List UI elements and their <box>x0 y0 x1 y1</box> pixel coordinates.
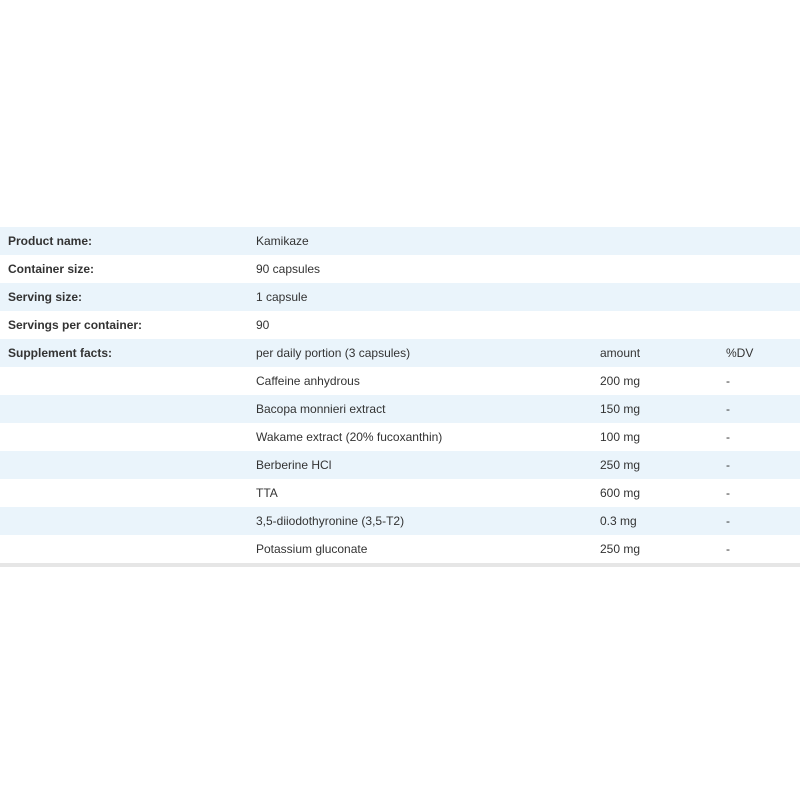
ingredient-name: TTA <box>256 486 278 500</box>
ingredient-name: Potassium gluconate <box>256 542 368 556</box>
daily-portion-header: per daily portion (3 capsules) <box>256 346 411 360</box>
ingredient-amount: 250 mg <box>600 458 641 472</box>
container-size-label: Container size: <box>8 262 95 276</box>
ingredient-dv: - <box>726 486 730 500</box>
ingredient-dv: - <box>726 542 730 556</box>
ingredient-row <box>0 423 800 451</box>
ingredient-amount: 200 mg <box>600 374 641 388</box>
serving-size-value: 1 capsule <box>256 290 308 304</box>
supplement-facts-table <box>0 227 800 567</box>
ingredient-row <box>0 507 800 535</box>
dv-header: %DV <box>726 346 754 360</box>
ingredient-row <box>0 479 800 507</box>
serving-size-label: Serving size: <box>8 290 83 304</box>
servings-per-container-value: 90 <box>256 318 270 332</box>
ingredient-amount: 250 mg <box>600 542 641 556</box>
ingredient-name: Bacopa monnieri extract <box>256 402 386 416</box>
ingredient-row <box>0 367 800 395</box>
servings-per-container-label: Servings per container: <box>8 318 143 332</box>
product-name-value: Kamikaze <box>256 234 309 248</box>
info-row-serving-size <box>0 283 800 311</box>
ingredient-name: Caffeine anhydrous <box>256 374 360 388</box>
supplement-facts-label: Supplement facts: <box>8 346 113 360</box>
supplement-facts-header-row <box>0 339 800 367</box>
ingredient-amount: 600 mg <box>600 486 641 500</box>
info-row-container-size <box>0 255 800 283</box>
ingredient-row <box>0 535 800 563</box>
ingredient-name: 3,5-diiodothyronine (3,5-T2) <box>256 514 405 528</box>
container-size-value: 90 capsules <box>256 262 321 276</box>
amount-header: amount <box>600 346 641 360</box>
ingredient-row <box>0 451 800 479</box>
info-row-servings-per-container <box>0 311 800 339</box>
ingredient-amount: 100 mg <box>600 430 641 444</box>
info-row-product-name <box>0 227 800 255</box>
ingredient-name: Berberine HCl <box>256 458 332 472</box>
ingredient-amount: 150 mg <box>600 402 641 416</box>
ingredient-dv: - <box>726 514 730 528</box>
ingredient-dv: - <box>726 430 730 444</box>
ingredient-row <box>0 395 800 423</box>
ingredient-amount: 0.3 mg <box>600 514 637 528</box>
ingredient-dv: - <box>726 402 730 416</box>
product-name-label: Product name: <box>8 234 93 248</box>
ingredient-name: Wakame extract (20% fucoxanthin) <box>256 430 443 444</box>
ingredient-dv: - <box>726 374 730 388</box>
ingredient-dv: - <box>726 458 730 472</box>
